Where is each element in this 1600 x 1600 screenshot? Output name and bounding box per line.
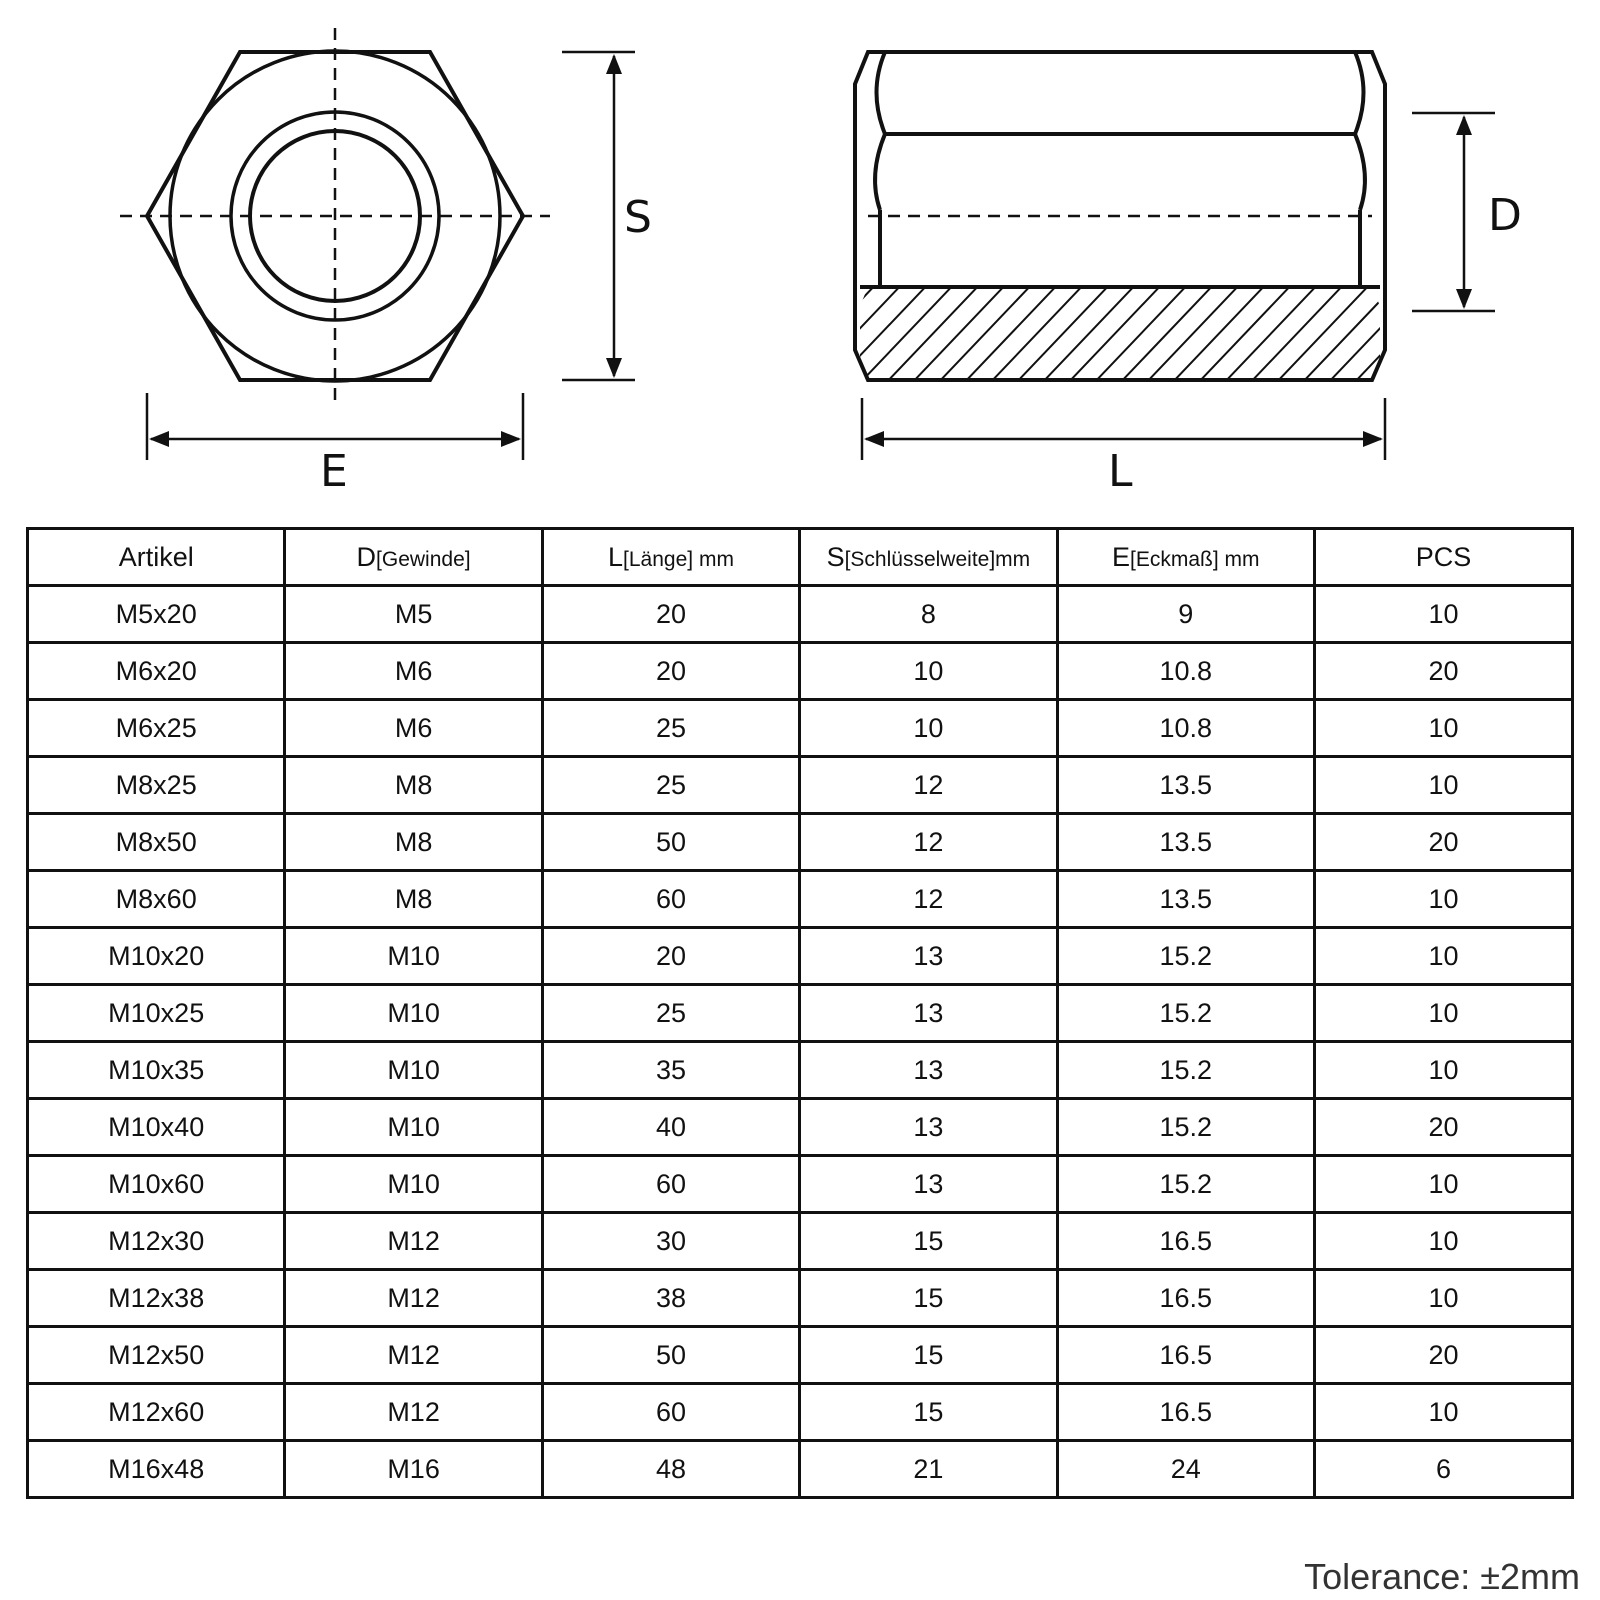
table-cell: M10 [285, 928, 542, 985]
table-cell: 10 [1314, 1384, 1572, 1441]
column-header-main: PCS [1415, 541, 1472, 572]
table-cell: M5x20 [28, 586, 285, 643]
table-cell: 15 [800, 1327, 1057, 1384]
column-header [1057, 529, 1314, 586]
table-cell: M6x20 [28, 643, 285, 700]
column-header-main: Artikel [118, 541, 194, 572]
table-cell: M10 [285, 985, 542, 1042]
table-cell: 60 [542, 1384, 799, 1441]
table-cell: 13.5 [1057, 814, 1314, 871]
column-header [800, 529, 1057, 586]
table-cell: 15 [800, 1384, 1057, 1441]
table-cell: 10 [1314, 700, 1572, 757]
table-cell: 16.5 [1057, 1327, 1314, 1384]
column-header-main: E [1112, 541, 1131, 572]
table-cell: 20 [542, 643, 799, 700]
table-cell: M16x48 [28, 1441, 285, 1498]
table-cell: 15.2 [1057, 985, 1314, 1042]
table-cell: 50 [542, 1327, 799, 1384]
column-header-sub: [Schlüsselweite]mm [844, 547, 1031, 571]
hex-front-view [120, 28, 550, 400]
table-cell: 15.2 [1057, 1099, 1314, 1156]
table-cell: 25 [542, 757, 799, 814]
table-cell: M6x25 [28, 700, 285, 757]
column-header [28, 529, 285, 586]
column-header [542, 529, 799, 586]
column-header [1314, 529, 1572, 586]
section-hatching [780, 280, 1504, 385]
table-cell: 13.5 [1057, 871, 1314, 928]
table-row [28, 985, 1573, 1042]
table-cell: M10x25 [28, 985, 285, 1042]
table-cell: 16.5 [1057, 1270, 1314, 1327]
table-cell: M10 [285, 1042, 542, 1099]
table-cell: 12 [800, 871, 1057, 928]
table-cell: 8 [800, 586, 1057, 643]
table-cell: M8 [285, 757, 542, 814]
table-row [28, 1099, 1573, 1156]
table-cell: 13 [800, 1099, 1057, 1156]
table-cell: M8x25 [28, 757, 285, 814]
table-cell: 10 [1314, 757, 1572, 814]
table-header-row [28, 529, 1573, 586]
table-cell: 25 [542, 985, 799, 1042]
table-cell: 10 [800, 643, 1057, 700]
table-cell: 10 [1314, 1213, 1572, 1270]
column-header-main: L [608, 541, 624, 572]
table-cell: M5 [285, 586, 542, 643]
table-row [28, 586, 1573, 643]
table-cell: M10 [285, 1156, 542, 1213]
column-header-sub: [Eckmaß] mm [1130, 547, 1260, 571]
column-header-main: S [826, 541, 845, 572]
table-cell: 15 [800, 1270, 1057, 1327]
table-cell: 10 [1314, 586, 1572, 643]
table-cell: 13 [800, 1042, 1057, 1099]
table-cell: M16 [285, 1441, 542, 1498]
table-cell: M8x50 [28, 814, 285, 871]
label-s: S [624, 192, 652, 243]
table-row [28, 1042, 1573, 1099]
table-cell: 24 [1057, 1441, 1314, 1498]
label-d: D [1488, 190, 1522, 241]
dimension-d [1412, 113, 1495, 311]
table-row [28, 1270, 1573, 1327]
column-header-sub: [Gewinde] [376, 547, 471, 571]
table-body [28, 586, 1573, 1498]
table-cell: M10x60 [28, 1156, 285, 1213]
table-cell: 20 [1314, 1327, 1572, 1384]
table-cell: M12x50 [28, 1327, 285, 1384]
table-cell: 35 [542, 1042, 799, 1099]
table-row [28, 1213, 1573, 1270]
table-cell: 10 [1314, 1156, 1572, 1213]
table-cell: 60 [542, 871, 799, 928]
table-cell: M10x40 [28, 1099, 285, 1156]
table-cell: 13.5 [1057, 757, 1314, 814]
table-cell: 16.5 [1057, 1213, 1314, 1270]
table-cell: 16.5 [1057, 1384, 1314, 1441]
table-row [28, 928, 1573, 985]
table-row [28, 1384, 1573, 1441]
table-cell: 10 [1314, 928, 1572, 985]
table-cell: 10 [1314, 871, 1572, 928]
table-cell: 20 [542, 928, 799, 985]
table-cell: M10 [285, 1099, 542, 1156]
label-l: L [1108, 446, 1133, 497]
table-cell: 10.8 [1057, 700, 1314, 757]
table-row [28, 871, 1573, 928]
table-cell: 20 [1314, 643, 1572, 700]
table-cell: M8 [285, 871, 542, 928]
table-cell: 13 [800, 1156, 1057, 1213]
table-cell: 9 [1057, 586, 1314, 643]
table-cell: 13 [800, 928, 1057, 985]
table-cell: 50 [542, 814, 799, 871]
table-cell: M6 [285, 700, 542, 757]
label-e: E [320, 446, 348, 497]
table-cell: 60 [542, 1156, 799, 1213]
table-cell: 30 [542, 1213, 799, 1270]
table-cell: 10 [800, 700, 1057, 757]
table-cell: 10 [1314, 985, 1572, 1042]
table-cell: 6 [1314, 1441, 1572, 1498]
table-cell: 10.8 [1057, 643, 1314, 700]
table-row [28, 643, 1573, 700]
table-cell: M8x60 [28, 871, 285, 928]
table-cell: M12 [285, 1213, 542, 1270]
table-row [28, 757, 1573, 814]
spec-table [26, 527, 1574, 1499]
table-cell: M12 [285, 1270, 542, 1327]
table-cell: M10x20 [28, 928, 285, 985]
table-cell: 21 [800, 1441, 1057, 1498]
table-cell: 12 [800, 814, 1057, 871]
table-cell: 10 [1314, 1042, 1572, 1099]
table-cell: 20 [542, 586, 799, 643]
table-cell: 10 [1314, 1270, 1572, 1327]
table-cell: 40 [542, 1099, 799, 1156]
table-cell: 12 [800, 757, 1057, 814]
table-cell: M6 [285, 643, 542, 700]
table-cell: 38 [542, 1270, 799, 1327]
table-cell: 15.2 [1057, 1156, 1314, 1213]
column-header-main: D [356, 541, 377, 572]
table-cell: 15.2 [1057, 928, 1314, 985]
table-cell: M12x60 [28, 1384, 285, 1441]
table-cell: M12x38 [28, 1270, 285, 1327]
technical-drawing [0, 0, 1600, 500]
table-cell: M12 [285, 1327, 542, 1384]
table-cell: M10x35 [28, 1042, 285, 1099]
table-row [28, 1441, 1573, 1498]
table-row [28, 1327, 1573, 1384]
table-cell: 48 [542, 1441, 799, 1498]
table-cell: 15.2 [1057, 1042, 1314, 1099]
tolerance-note: Tolerance: ±2mm [1304, 1556, 1580, 1597]
table-row [28, 814, 1573, 871]
column-header [285, 529, 542, 586]
table-cell: M12 [285, 1384, 542, 1441]
table-cell: 13 [800, 985, 1057, 1042]
column-header-sub: [Länge] mm [623, 547, 734, 571]
table-cell: M8 [285, 814, 542, 871]
table-row [28, 700, 1573, 757]
table-row [28, 1156, 1573, 1213]
table-cell: 25 [542, 700, 799, 757]
table-cell: 20 [1314, 814, 1572, 871]
table-cell: M12x30 [28, 1213, 285, 1270]
table-cell: 20 [1314, 1099, 1572, 1156]
table-cell: 15 [800, 1213, 1057, 1270]
